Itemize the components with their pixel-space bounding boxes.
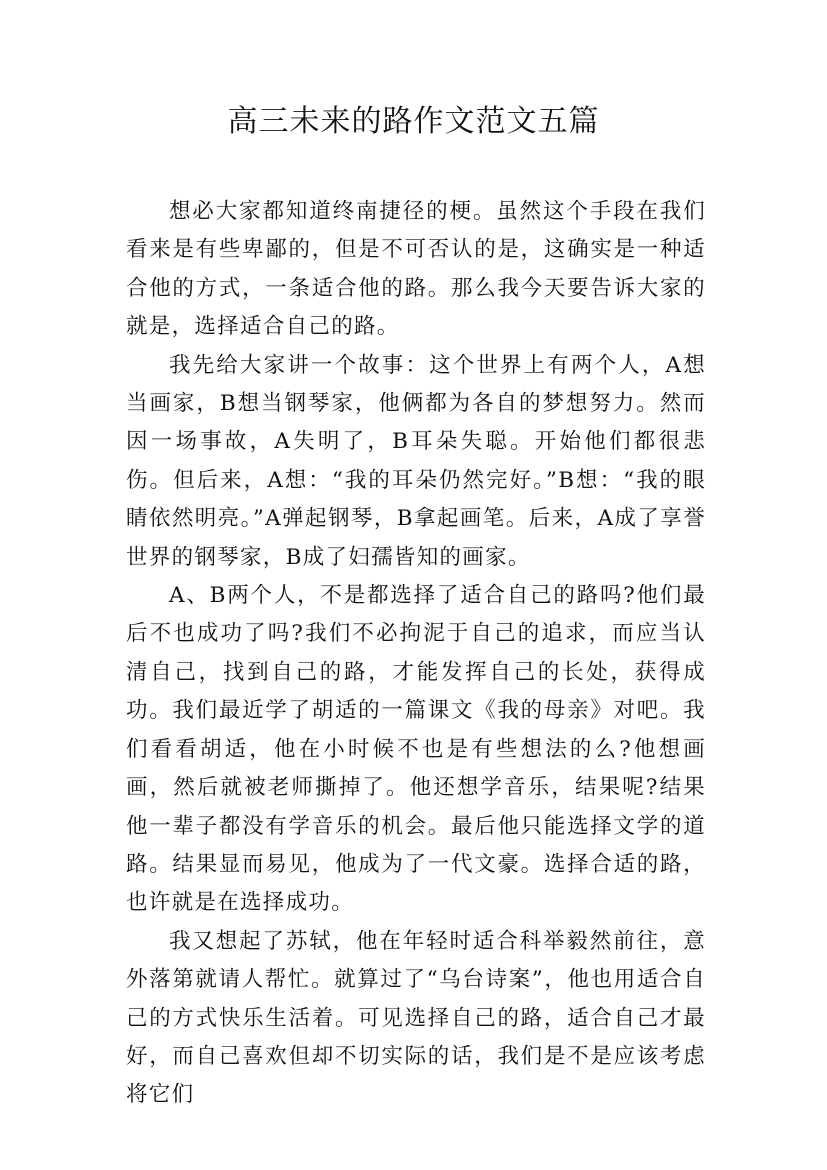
document-title: 高三未来的路作文范文五篇 (227, 104, 600, 139)
paragraph-4: 我又想起了苏轼，他在年轻时适合科举毅然前往，意外落第就请人帮忙。就算过了“乌台诗案”，他也用适合自己的方式快乐生活着。可见选择自己的路，适合自己才最好，而自己喜欢但却不切实际的话，我们是不是应该考虑将它们 (126, 928, 706, 1108)
paragraph-1: 想必大家都知道终南捷径的梗。虽然这个手段在我们看来是有些卑鄙的，但是不可否认的是，这确实是一种适合他的方式，一条适合他的路。那么我今天要告诉大家的就是，选择适合自己的路。 (126, 199, 706, 340)
paragraph-2: 我先给大家讲一个故事：这个世界上有两个人，A想当画家，B想当钢琴家，他俩都为各自的梦想努力。然而因一场事故，A失明了，B耳朵失聪。开始他们都很悲伤。但后来，A想：“我的耳朵仍然完好。”B想：“我的眼睛依然明亮。”A弹起钢琴，B拿起画笔。后来，A成了享誉世界的钢琴家，B成了妇孺皆知的画家。 (126, 352, 706, 570)
document-body (126, 193, 706, 1115)
paragraph-3: A、B两个人，不是都选择了适合自己的路吗?他们最后不也成功了吗?我们不必拘泥于自己的追求，而应当认清自己，找到自己的路，才能发挥自己的长处，获得成功。我们最近学了胡适的一篇课文《我的母亲》对吧。我们看看胡适，他在小时候不也是有些想法的么?他想画画，然后就被老师撕掉了。他还想学音乐，结果呢?结果他一辈子都没有学音乐的机会。最后他只能选择文学的道路。结果显而易见，他成为了一代文豪。选择合适的路，也许就是在选择成功。 (126, 583, 706, 916)
